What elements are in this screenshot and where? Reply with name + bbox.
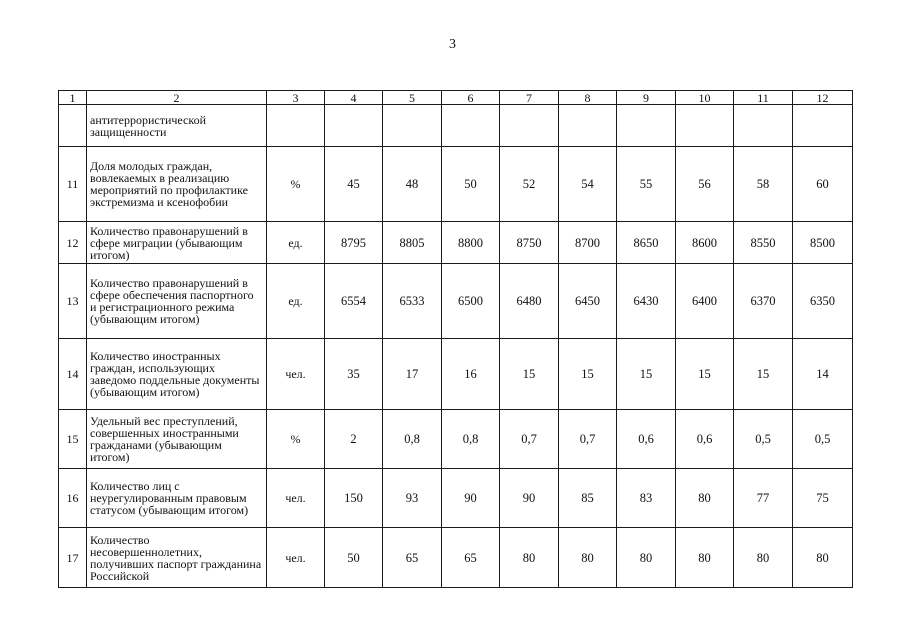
table-row	[59, 469, 853, 528]
value-cell: 52	[500, 147, 559, 222]
value-cell: 80	[559, 528, 617, 588]
unit-cell: %	[267, 410, 325, 469]
value-cell	[559, 105, 617, 147]
value-cell: 0,6	[617, 410, 676, 469]
indicator-name: Количество правонарушений в сфере миграции (убывающим итогом)	[87, 222, 267, 264]
unit-cell: чел.	[267, 469, 325, 528]
column-header: 6	[442, 91, 500, 105]
unit-cell: ед.	[267, 264, 325, 339]
column-header: 12	[793, 91, 853, 105]
unit-cell: чел.	[267, 528, 325, 588]
value-cell: 8750	[500, 222, 559, 264]
unit-cell	[267, 105, 325, 147]
value-cell: 6500	[442, 264, 500, 339]
column-header: 10	[676, 91, 734, 105]
unit-cell: ед.	[267, 222, 325, 264]
value-cell: 54	[559, 147, 617, 222]
value-cell: 8795	[325, 222, 383, 264]
value-cell: 80	[734, 528, 793, 588]
value-cell: 50	[442, 147, 500, 222]
value-cell: 65	[442, 528, 500, 588]
column-header: 11	[734, 91, 793, 105]
value-cell: 8600	[676, 222, 734, 264]
table-header-row	[59, 91, 853, 105]
value-cell: 8805	[383, 222, 442, 264]
value-cell: 15	[676, 339, 734, 410]
value-cell: 2	[325, 410, 383, 469]
value-cell: 0,5	[793, 410, 853, 469]
value-cell: 0,7	[559, 410, 617, 469]
value-cell: 6554	[325, 264, 383, 339]
indicator-name: антитеррористической защищенности	[87, 105, 267, 147]
column-header: 9	[617, 91, 676, 105]
value-cell: 60	[793, 147, 853, 222]
value-cell: 55	[617, 147, 676, 222]
data-table	[58, 90, 853, 588]
value-cell: 93	[383, 469, 442, 528]
value-cell: 6533	[383, 264, 442, 339]
column-header: 4	[325, 91, 383, 105]
value-cell	[442, 105, 500, 147]
value-cell: 6370	[734, 264, 793, 339]
value-cell: 80	[676, 469, 734, 528]
value-cell: 0,6	[676, 410, 734, 469]
value-cell: 15	[617, 339, 676, 410]
table-row	[59, 222, 853, 264]
value-cell: 58	[734, 147, 793, 222]
value-cell: 6350	[793, 264, 853, 339]
value-cell: 90	[442, 469, 500, 528]
row-number: 17	[59, 528, 87, 588]
unit-cell: чел.	[267, 339, 325, 410]
value-cell: 8550	[734, 222, 793, 264]
value-cell: 65	[383, 528, 442, 588]
row-number: 16	[59, 469, 87, 528]
value-cell: 8500	[793, 222, 853, 264]
value-cell: 17	[383, 339, 442, 410]
value-cell: 16	[442, 339, 500, 410]
value-cell: 85	[559, 469, 617, 528]
column-header: 3	[267, 91, 325, 105]
value-cell	[676, 105, 734, 147]
page-number: 3	[449, 37, 456, 52]
value-cell: 150	[325, 469, 383, 528]
table-row	[59, 339, 853, 410]
indicator-name: Удельный вес преступлений, совершенных иностранными гражданами (убывающим итогом)	[87, 410, 267, 469]
value-cell	[500, 105, 559, 147]
value-cell	[325, 105, 383, 147]
value-cell: 0,7	[500, 410, 559, 469]
value-cell: 35	[325, 339, 383, 410]
value-cell: 8650	[617, 222, 676, 264]
column-header: 8	[559, 91, 617, 105]
row-number: 11	[59, 147, 87, 222]
value-cell: 15	[734, 339, 793, 410]
row-number	[59, 105, 87, 147]
value-cell: 6400	[676, 264, 734, 339]
value-cell: 83	[617, 469, 676, 528]
value-cell: 8800	[442, 222, 500, 264]
table-row	[59, 105, 853, 147]
value-cell: 6430	[617, 264, 676, 339]
value-cell: 14	[793, 339, 853, 410]
value-cell: 6480	[500, 264, 559, 339]
value-cell: 0,8	[383, 410, 442, 469]
value-cell: 80	[500, 528, 559, 588]
indicator-name: Доля молодых граждан, вовлекаемых в реализацию мероприятий по профилактике экстремизма и ксенофобии	[87, 147, 267, 222]
value-cell: 56	[676, 147, 734, 222]
column-header: 1	[59, 91, 87, 105]
value-cell	[793, 105, 853, 147]
value-cell: 0,5	[734, 410, 793, 469]
value-cell: 50	[325, 528, 383, 588]
row-number: 13	[59, 264, 87, 339]
value-cell: 6450	[559, 264, 617, 339]
indicator-name: Количество несовершеннолетних, получивших паспорт гражданина Российской	[87, 528, 267, 588]
indicator-name: Количество правонарушений в сфере обеспечения паспортного и регистрационного режима (убывающим итогом)	[87, 264, 267, 339]
value-cell: 77	[734, 469, 793, 528]
row-number: 15	[59, 410, 87, 469]
value-cell: 75	[793, 469, 853, 528]
table-row	[59, 147, 853, 222]
row-number: 12	[59, 222, 87, 264]
value-cell: 80	[793, 528, 853, 588]
value-cell: 15	[500, 339, 559, 410]
value-cell: 48	[383, 147, 442, 222]
value-cell: 80	[676, 528, 734, 588]
value-cell: 90	[500, 469, 559, 528]
column-header: 7	[500, 91, 559, 105]
column-header: 5	[383, 91, 442, 105]
value-cell: 15	[559, 339, 617, 410]
value-cell: 80	[617, 528, 676, 588]
value-cell: 45	[325, 147, 383, 222]
value-cell: 8700	[559, 222, 617, 264]
value-cell	[617, 105, 676, 147]
value-cell	[383, 105, 442, 147]
value-cell	[734, 105, 793, 147]
table-row	[59, 264, 853, 339]
column-header: 2	[87, 91, 267, 105]
row-number: 14	[59, 339, 87, 410]
table-row	[59, 410, 853, 469]
indicator-name: Количество иностранных граждан, использующих заведомо поддельные документы (убывающим итогом)	[87, 339, 267, 410]
table-row	[59, 528, 853, 588]
value-cell: 0,8	[442, 410, 500, 469]
unit-cell: %	[267, 147, 325, 222]
indicator-name: Количество лиц с неурегулированным правовым статусом (убывающим итогом)	[87, 469, 267, 528]
